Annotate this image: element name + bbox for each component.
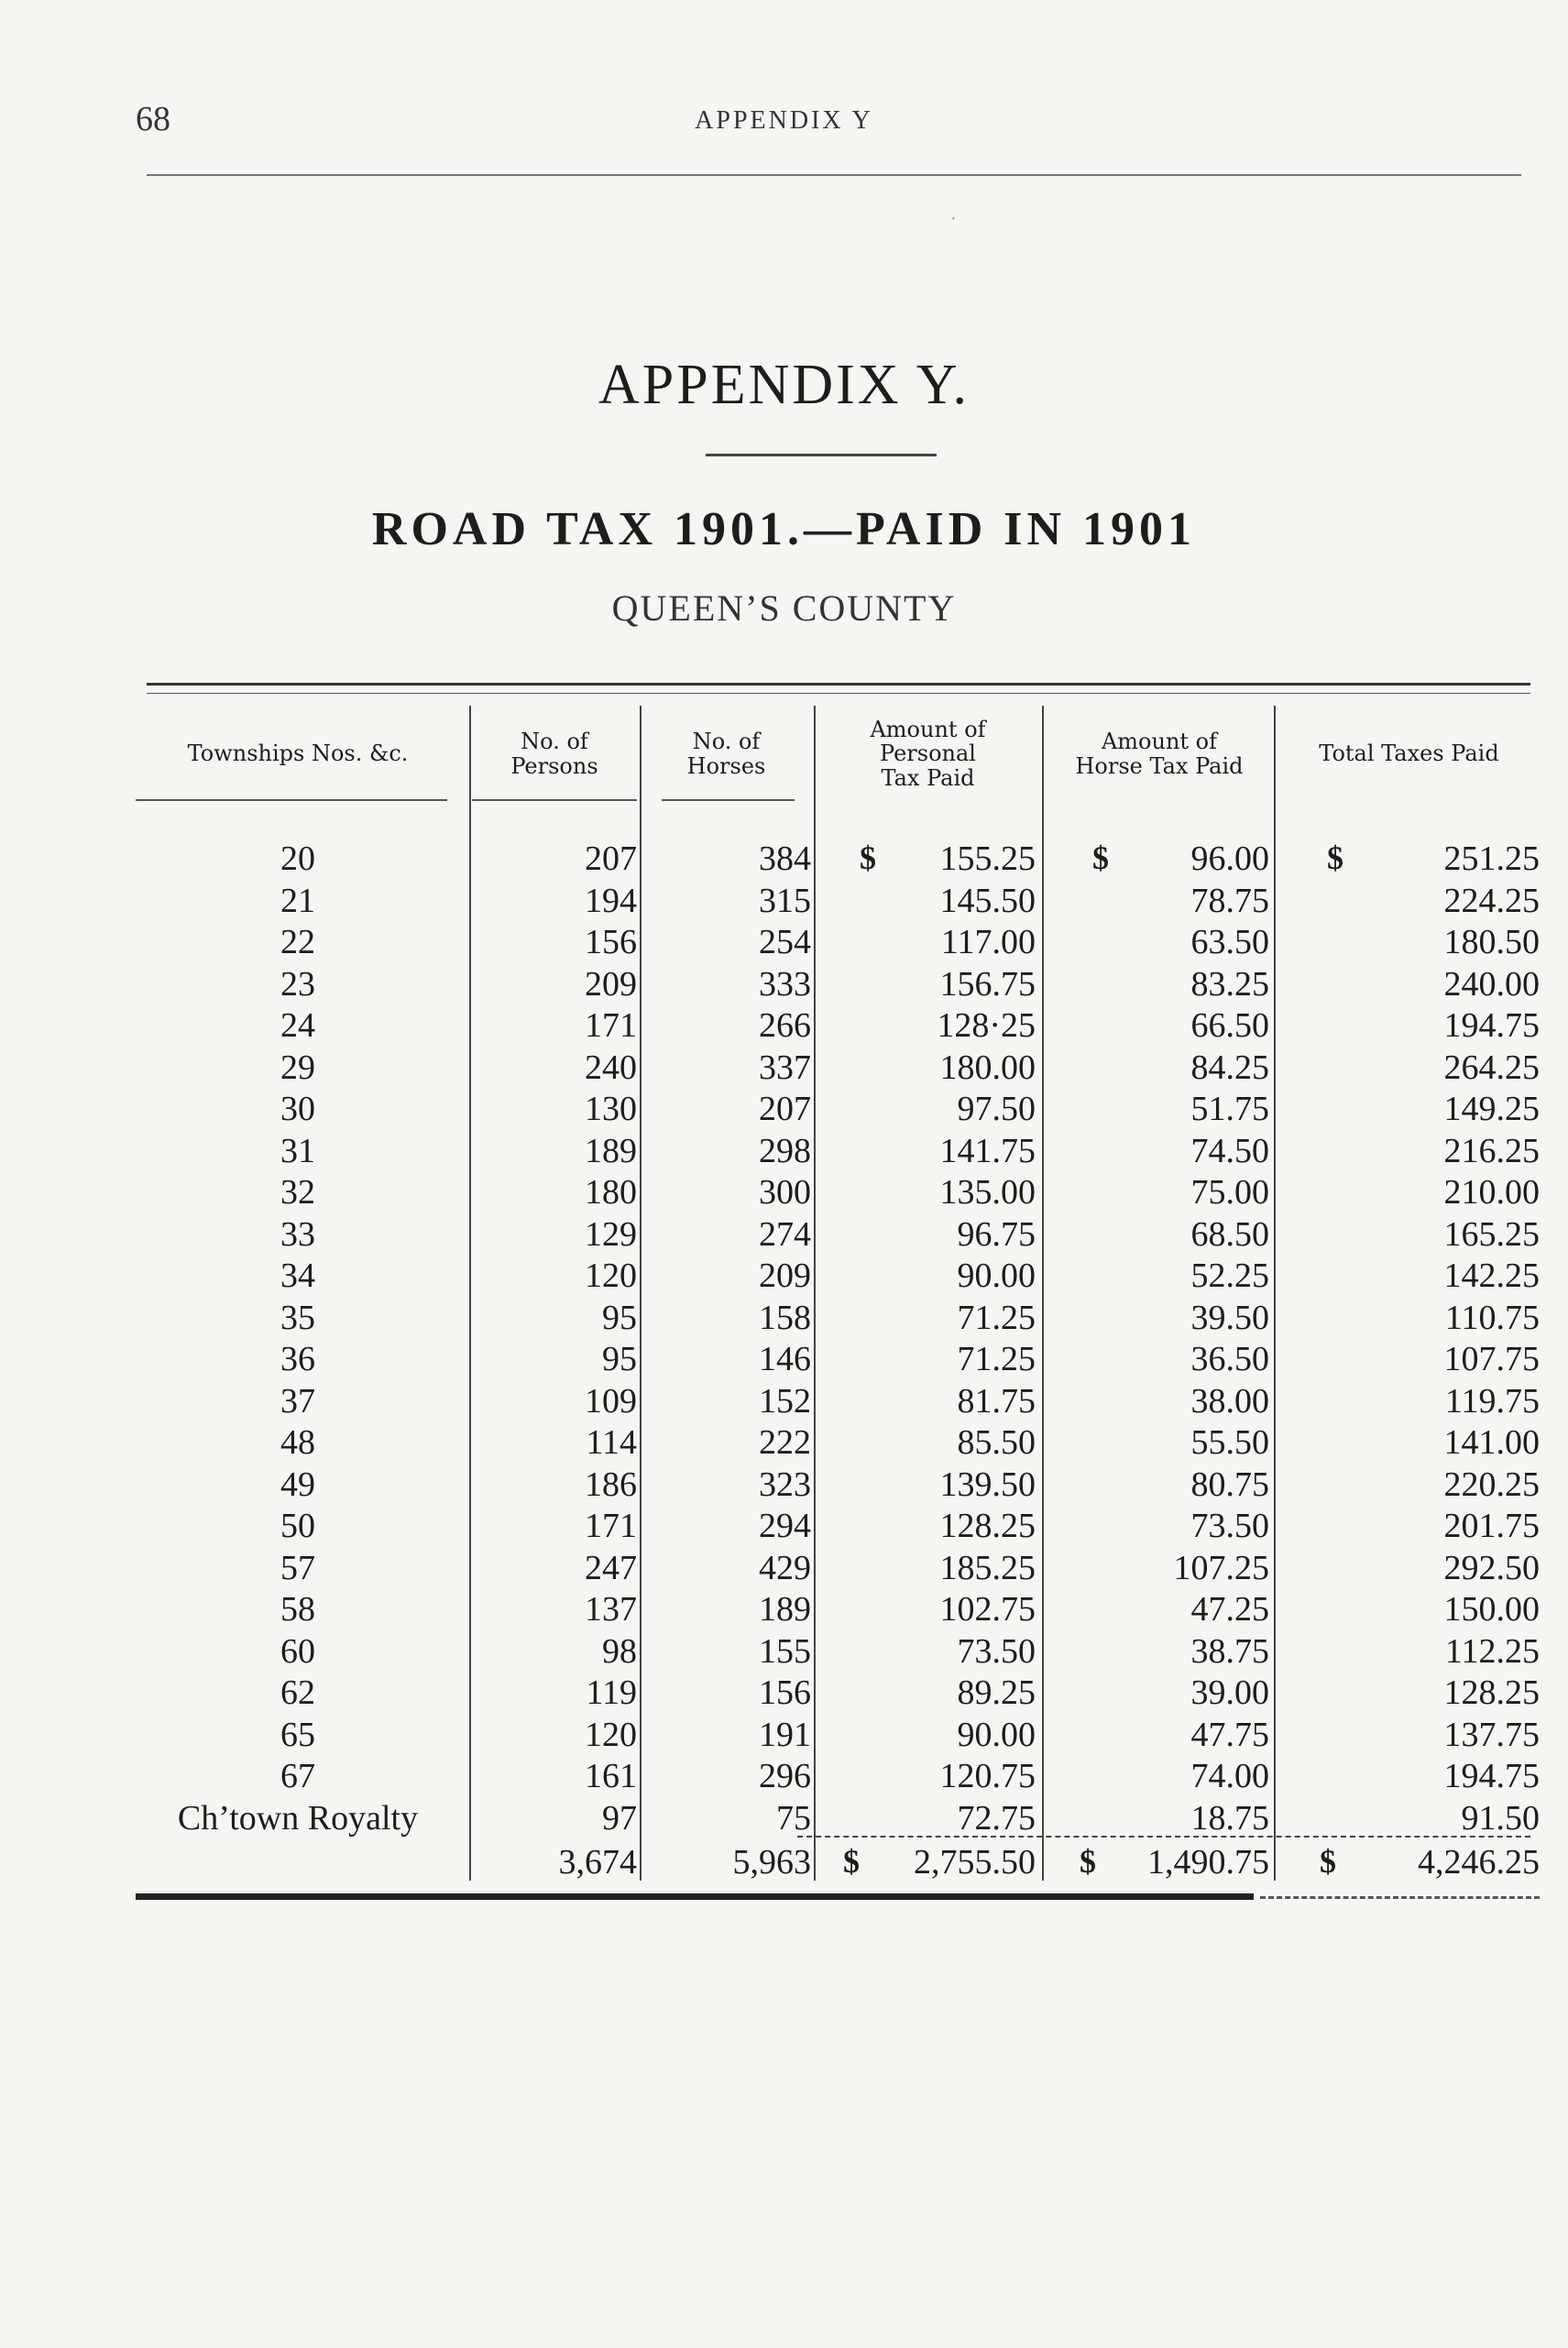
persons-cell: 209 — [585, 964, 637, 1004]
personal-tax-cell: 155.25 — [939, 839, 1036, 878]
title-rule — [706, 454, 937, 456]
persons-cell: 137 — [585, 1590, 637, 1629]
horses-cell: 384 — [759, 839, 811, 878]
persons-cell: 129 — [585, 1214, 637, 1254]
horses-cell: 300 — [759, 1173, 811, 1212]
township-cell: 58 — [280, 1590, 315, 1629]
table-row — [0, 1214, 1568, 1256]
horse-tax-cell: 83.25 — [1190, 964, 1269, 1004]
personal-tax-cell: 135.00 — [939, 1173, 1036, 1212]
horses-cell: 152 — [759, 1381, 811, 1421]
horses-cell: 274 — [759, 1214, 811, 1254]
personal-tax-cell: 128·25 — [937, 1006, 1036, 1045]
table-row — [0, 1131, 1568, 1173]
persons-cell: 240 — [585, 1048, 637, 1087]
horse-tax-cell: 39.00 — [1190, 1673, 1269, 1712]
persons-cell: 120 — [585, 1715, 637, 1754]
horses-cell: 75 — [776, 1798, 811, 1838]
persons-cell: 120 — [585, 1256, 637, 1295]
persons-cell: 130 — [585, 1090, 637, 1128]
total-tax-cell: 180.50 — [1443, 923, 1540, 961]
persons-cell: 98 — [602, 1631, 637, 1671]
table-subtitle: ROAD TAX 1901.—PAID IN 1901 — [371, 503, 1197, 555]
total-personal-tax: 2,755.50 — [914, 1843, 1036, 1882]
persons-cell: 171 — [585, 1006, 637, 1045]
total-persons: 3,674 — [558, 1843, 637, 1882]
total-tax-cell: 220.25 — [1443, 1465, 1540, 1504]
township-cell: 29 — [280, 1048, 315, 1087]
total-tax-cell: 142.25 — [1443, 1256, 1540, 1295]
total-tax-cell: 119.75 — [1444, 1381, 1540, 1421]
horses-cell: 222 — [759, 1423, 811, 1462]
horse-tax-cell: 80.75 — [1190, 1465, 1269, 1504]
horse-tax-cell: 66.50 — [1190, 1006, 1269, 1045]
table-row — [0, 1298, 1568, 1340]
persons-cell: 189 — [585, 1131, 637, 1170]
horse-tax-cell: 84.25 — [1190, 1048, 1269, 1087]
persons-cell: 180 — [585, 1173, 637, 1212]
header-persons: No. of Persons — [510, 729, 598, 779]
header-total: Total Taxes Paid — [1319, 741, 1499, 767]
township-cell: 67 — [280, 1757, 315, 1795]
horse-tax-cell: 39.50 — [1190, 1298, 1269, 1337]
township-cell: 21 — [280, 881, 315, 920]
running-title: APPENDIX Y — [695, 106, 873, 135]
horses-cell: 315 — [759, 881, 811, 920]
persons-cell: 247 — [585, 1548, 637, 1587]
running-head — [0, 99, 1568, 145]
dollar-sign: $ — [1320, 1843, 1336, 1880]
table-row — [0, 1256, 1568, 1298]
township-cell: 37 — [280, 1381, 315, 1421]
table-row — [0, 1798, 1568, 1840]
horse-tax-cell: 38.00 — [1190, 1381, 1269, 1421]
table-row — [0, 839, 1568, 881]
township-cell: 22 — [280, 923, 315, 961]
table-row — [0, 1089, 1568, 1131]
township-cell: 62 — [280, 1673, 315, 1712]
horse-tax-cell: 47.25 — [1190, 1590, 1269, 1629]
personal-tax-cell: 89.25 — [957, 1673, 1036, 1712]
table-row — [0, 1673, 1568, 1715]
township-cell: 35 — [280, 1298, 315, 1337]
header-horse-tax: Amount of Horse Tax Paid — [1075, 729, 1244, 779]
personal-tax-cell: 128.25 — [939, 1507, 1036, 1545]
personal-tax-cell: 117.00 — [940, 923, 1036, 961]
horses-cell: 156 — [759, 1673, 811, 1712]
township-cell: 20 — [280, 839, 315, 878]
persons-cell: 109 — [585, 1381, 637, 1421]
personal-tax-cell: 139.50 — [939, 1465, 1036, 1504]
table-row — [0, 1048, 1568, 1090]
page-number: 68 — [136, 100, 170, 138]
totals-row — [0, 1842, 1568, 1884]
horses-cell: 333 — [759, 964, 811, 1004]
persons-cell: 97 — [602, 1798, 637, 1838]
page-title: APPENDIX Y. — [598, 354, 970, 416]
persons-cell: 194 — [585, 881, 637, 920]
total-tax-cell: 128.25 — [1443, 1673, 1540, 1712]
total-tax-cell: 194.75 — [1443, 1757, 1540, 1795]
header-horses: No. of Horses — [686, 729, 766, 779]
township-cell: 50 — [280, 1507, 315, 1545]
horses-cell: 254 — [759, 923, 811, 961]
personal-tax-cell: 71.25 — [957, 1298, 1036, 1337]
personal-tax-cell: 90.00 — [957, 1256, 1036, 1295]
personal-tax-cell: 73.50 — [957, 1631, 1036, 1671]
header-underline — [662, 799, 795, 801]
total-tax-cell: 264.25 — [1443, 1048, 1540, 1087]
township-cell: 60 — [280, 1631, 315, 1671]
horse-tax-cell: 74.50 — [1190, 1131, 1269, 1170]
horses-cell: 323 — [759, 1465, 811, 1504]
horse-tax-cell: 52.25 — [1190, 1256, 1269, 1295]
horse-tax-cell: 78.75 — [1190, 881, 1269, 920]
table-row — [0, 922, 1568, 964]
header-personal-tax: Amount of Personal Tax Paid — [870, 716, 986, 791]
horse-tax-cell: 68.50 — [1190, 1214, 1269, 1254]
table-row — [0, 1005, 1568, 1048]
total-tax-cell: 210.00 — [1443, 1173, 1540, 1212]
persons-cell: 119 — [586, 1673, 637, 1712]
dollar-sign: $ — [843, 1843, 860, 1880]
table-row — [0, 881, 1568, 923]
horses-cell: 189 — [759, 1590, 811, 1629]
persons-cell: 207 — [585, 839, 637, 878]
township-cell: 33 — [280, 1214, 315, 1254]
township-cell: 30 — [280, 1090, 315, 1128]
horse-tax-cell: 73.50 — [1190, 1507, 1269, 1545]
total-tax-cell: 292.50 — [1443, 1548, 1540, 1587]
table-row — [0, 1506, 1568, 1548]
table-row — [0, 1631, 1568, 1673]
total-tax-cell: 194.75 — [1443, 1006, 1540, 1045]
horses-cell: 209 — [759, 1256, 811, 1295]
personal-tax-cell: 81.75 — [957, 1381, 1036, 1421]
horses-cell: 296 — [759, 1757, 811, 1795]
total-tax-cell: 251.25 — [1443, 839, 1540, 878]
table-row — [0, 1715, 1568, 1757]
personal-tax-cell: 97.50 — [957, 1090, 1036, 1128]
table-row — [0, 1756, 1568, 1798]
persons-cell: 161 — [585, 1757, 637, 1795]
total-tax-cell: 141.00 — [1443, 1423, 1540, 1462]
dollar-sign: $ — [860, 839, 876, 876]
horses-cell: 294 — [759, 1507, 811, 1545]
totals-rule — [797, 1836, 1530, 1838]
total-tax-cell: 149.25 — [1443, 1090, 1540, 1128]
personal-tax-cell: 120.75 — [939, 1757, 1036, 1795]
dollar-sign: $ — [1092, 839, 1109, 876]
persons-cell: 95 — [602, 1298, 637, 1337]
header-underline — [472, 799, 637, 801]
total-tax-cell: 201.75 — [1443, 1507, 1540, 1545]
total-tax-cell: 216.25 — [1443, 1131, 1540, 1170]
table-row — [0, 1589, 1568, 1631]
horse-tax-cell: 107.25 — [1173, 1548, 1269, 1587]
horse-tax-cell: 36.50 — [1190, 1340, 1269, 1378]
personal-tax-cell: 141.75 — [939, 1131, 1036, 1170]
horses-cell: 191 — [759, 1715, 811, 1754]
personal-tax-cell: 90.00 — [957, 1715, 1036, 1754]
total-tax-cell: 137.75 — [1443, 1715, 1540, 1754]
header-rule — [147, 174, 1521, 176]
persons-cell: 95 — [602, 1340, 637, 1378]
township-cell: 49 — [280, 1465, 315, 1504]
personal-tax-cell: 145.50 — [939, 881, 1036, 920]
horses-cell: 158 — [759, 1298, 811, 1337]
table-bottom-rule-dashed — [1260, 1896, 1540, 1899]
dollar-sign: $ — [1080, 1843, 1096, 1880]
horse-tax-cell: 63.50 — [1190, 923, 1269, 961]
township-cell: 32 — [280, 1173, 315, 1212]
header-townships: Townships Nos. &c. — [187, 741, 409, 767]
table-row — [0, 1548, 1568, 1590]
township-cell: Ch’town Royalty — [177, 1798, 419, 1838]
table-top-rule — [147, 683, 1530, 686]
horses-cell: 429 — [759, 1548, 811, 1587]
personal-tax-cell: 180.00 — [939, 1048, 1036, 1087]
persons-cell: 156 — [585, 923, 637, 961]
total-tax-cell: 110.75 — [1444, 1298, 1540, 1337]
personal-tax-cell: 71.25 — [957, 1340, 1036, 1378]
horses-cell: 298 — [759, 1131, 811, 1170]
persons-cell: 114 — [586, 1423, 637, 1462]
total-tax-cell: 165.25 — [1443, 1214, 1540, 1254]
total-tax-cell: 150.00 — [1443, 1590, 1540, 1629]
personal-tax-cell: 102.75 — [939, 1590, 1036, 1629]
township-cell: 48 — [280, 1423, 315, 1462]
horse-tax-cell: 18.75 — [1190, 1798, 1269, 1838]
horses-cell: 266 — [759, 1006, 811, 1045]
township-cell: 24 — [280, 1006, 315, 1045]
township-cell: 34 — [280, 1256, 315, 1295]
table-top-rule-thin — [147, 693, 1530, 694]
personal-tax-cell: 85.50 — [957, 1423, 1036, 1462]
horses-cell: 155 — [759, 1631, 811, 1671]
horse-tax-cell: 51.75 — [1190, 1090, 1269, 1128]
table-row — [0, 1422, 1568, 1465]
table-row — [0, 1465, 1568, 1507]
township-cell: 65 — [280, 1715, 315, 1754]
horses-cell: 207 — [759, 1090, 811, 1128]
township-cell: 36 — [280, 1340, 315, 1378]
persons-cell: 171 — [585, 1507, 637, 1545]
personal-tax-cell: 72.75 — [957, 1798, 1036, 1838]
horse-tax-cell: 75.00 — [1190, 1173, 1269, 1212]
table-row — [0, 1381, 1568, 1423]
township-cell: 57 — [280, 1548, 315, 1587]
personal-tax-cell: 96.75 — [957, 1214, 1036, 1254]
county-heading: QUEEN’S COUNTY — [611, 587, 957, 629]
total-tax-cell: 112.25 — [1444, 1631, 1540, 1671]
total-tax-cell: 91.50 — [1461, 1798, 1540, 1838]
table-row — [0, 1172, 1568, 1214]
dollar-sign: $ — [1327, 839, 1343, 876]
total-horses: 5,963 — [732, 1843, 811, 1882]
horse-tax-cell: 38.75 — [1190, 1631, 1269, 1671]
township-cell: 31 — [280, 1131, 315, 1170]
total-taxes: 4,246.25 — [1418, 1843, 1540, 1882]
header-underline — [136, 799, 447, 801]
township-cell: 23 — [280, 964, 315, 1004]
total-tax-cell: 240.00 — [1443, 964, 1540, 1004]
total-horse-tax: 1,490.75 — [1147, 1843, 1269, 1882]
horse-tax-cell: 55.50 — [1190, 1423, 1269, 1462]
horse-tax-cell: 47.75 — [1190, 1715, 1269, 1754]
personal-tax-cell: 156.75 — [939, 964, 1036, 1004]
personal-tax-cell: 185.25 — [939, 1548, 1036, 1587]
print-speck: · — [950, 209, 957, 229]
table-bottom-rule — [136, 1893, 1254, 1900]
table-row — [0, 1339, 1568, 1381]
horses-cell: 337 — [759, 1048, 811, 1087]
horse-tax-cell: 74.00 — [1190, 1757, 1269, 1795]
horses-cell: 146 — [759, 1340, 811, 1378]
table-row — [0, 964, 1568, 1006]
persons-cell: 186 — [585, 1465, 637, 1504]
total-tax-cell: 107.75 — [1443, 1340, 1540, 1378]
horse-tax-cell: 96.00 — [1190, 839, 1269, 878]
total-tax-cell: 224.25 — [1443, 881, 1540, 920]
